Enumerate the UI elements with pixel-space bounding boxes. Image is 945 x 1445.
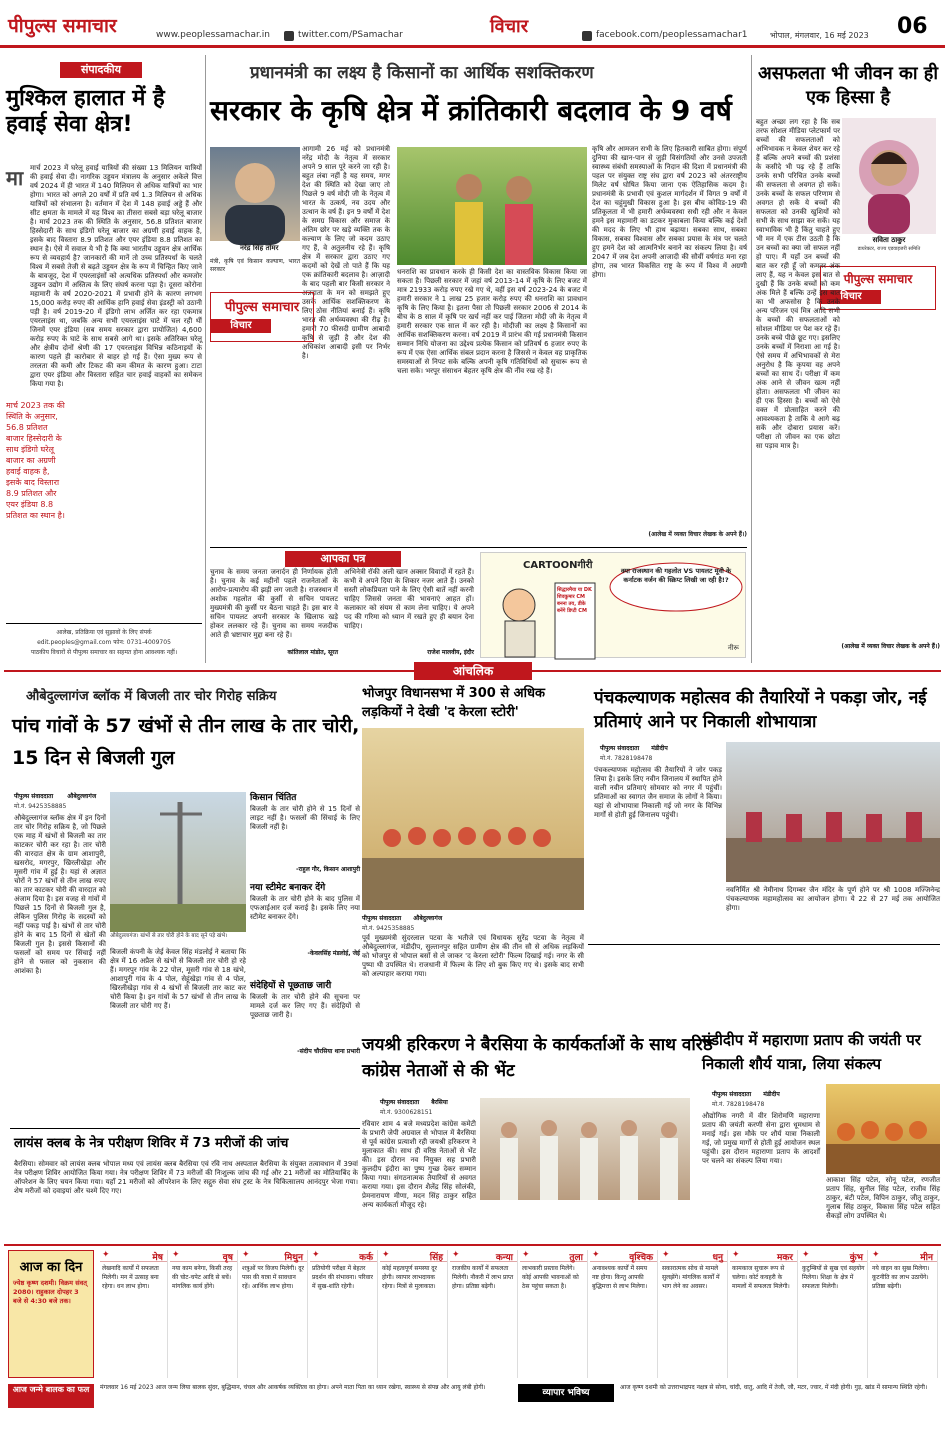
lead-col1: आगामी 26 मई को प्रधानमंत्री नरेंद्र मोदी के नेतृत्व में सरकार अपने 9 साल पूरे करने जा रही है। बहुत लंबा नहीं है यह समय, मगर देश की स्थिति को देखा जाए तो पिछले 9 वर्ष मोदी जी के नेतृत्व में भारत के उत्कर्ष, नव उदय और उत्थान के वर्ष हैं। इन 9 वर्षों में देश के समग्र विकास और समाज के अंतिम छोर पर खड़े व्यक्ति तक के कल्याण के लिए जो कदम उठाए गए हैं, वे अतुलनीय रहे हैं। कृषि क्षेत्र में सरकार द्वारा उठाए गए कदमों को देखें तो पाते हैं कि यह एक क्रांतिकारी बदलाव है। आज़ादी के बाद पहली बार किसी सरकार ने अन्नदाता के मन को समझते हुए उसके आर्थिक सशक्तिकरण के लिए ठोस नीतियां बनाई हैं। कृषि भारत की अर्थव्यवस्था की रीढ़ है। हमारी 70 फीसदी ग्रामीण आबादी कृषि से जुड़ी है और देश की अधिकांश आबादी इसी पर निर्भर है। xyxy=(302,145,390,360)
story1-rule xyxy=(10,1128,360,1129)
author-name: नरेंद्र सिंह तोमर xyxy=(240,244,279,252)
story5-body-cont xyxy=(480,1204,690,1240)
story4-rule xyxy=(588,944,940,945)
columnist-name: सविता ठाकुर xyxy=(872,236,906,244)
box2-author: -केवलसिंह मंडलोई, जेई xyxy=(307,950,360,957)
zodiac-sign-text: कामकाज सुचारू रूप से चलेगा। कोर्ट कचहरी के मामलों में सफलता मिलेगी। xyxy=(732,1265,790,1290)
zodiac-sign xyxy=(590,1250,658,1378)
story1-photo xyxy=(110,792,246,932)
masthead xyxy=(0,0,945,48)
editorial-footer-1: आलेख, प्रतिक्रिया एवं सुझावों के लिए संपर्क xyxy=(56,629,152,636)
story3-body: पूर्व मुख्यमंत्री सुंदरलाल पटवा के भतीजे एवं विधायक सुरेंद्र पटवा के नेतृत्व में औबेदुल्लागंज, मंडीदीप, सुल्तानपुर सहित ग्रामीण क्षेत्र की तीन सौ से अधिक लड़कियों को भोजपुर से भोपाल बसों से ले जाकर 'द केरला स्टोरी' फिल्म दिखाई गई। नगर के सी पुष्पा थी उपस्थित थे। राजधानी में फिल्म के लिए शो बुक किए गए थे। इसके बाद सभी को अल्पाहार कराया गया। xyxy=(362,934,584,978)
cartoon-panel xyxy=(480,552,746,658)
zodiac-sign-text: राजकीय कार्यों में सफलता मिलेगी। नौकरी में लाभ प्राप्त होगा। प्रतिष्ठा बढ़ेगी। xyxy=(452,1265,514,1290)
author-photo xyxy=(210,147,300,241)
story4-body: पंचकल्याणक महोत्सव की तैयारियों ने जोर पकड़ लिया है। इसके लिए नवीन जिनालय में स्थापित होने वाली नवीन प्रतिमाएं सोमवार को नगर में पहुंचीं। प्रतिमाओं का स्वागत जैन समाज के लोगों ने किया। यहां से शोभायात्रा निकाली गई जो नगर के विभिन्न मार्गों से होती हुई जिनालय पहुंची। xyxy=(594,766,722,819)
masthead-site[interactable]: www.peoplessamachar.in xyxy=(156,30,270,40)
zodiac-sign xyxy=(100,1250,168,1378)
story1-byline-name: पीपुल्स संवाददाता xyxy=(14,793,54,800)
zodiac-sign xyxy=(660,1250,728,1378)
lead-kicker: प्रधानमंत्री का लक्ष्य है किसानों का आर्थिक सशक्तिकरण xyxy=(250,63,594,83)
story5-byline-name: पीपुल्स संवाददाता xyxy=(380,1099,420,1106)
born-text: मंगलवार 16 मई 2023 आज जन्म लिया बालक सुंदर, बुद्धिमान, चंचल और आकर्षक व्यक्तित्व का होगा। अपने माता पिता का ध्यान रखेगा, स्वास्थ्य से संपन्न और आयु लंबी होगी। xyxy=(100,1384,486,1391)
letters-title: आपका पत्र xyxy=(285,551,401,567)
box1-author: -राहुल गौर, किसान आशापुरी xyxy=(296,866,360,873)
sidebar-body: बहुत अच्छा लग रहा है कि सब तरफ सोशल मीडिया प्लेटफार्म पर बच्चों की सफलताओं को अभिभावक न केवल शेयर कर रहे हैं बल्कि अपने बच्चों की प्रशंसा के कसीदे भी पढ़ रहे हैं ताकि उनके सभी परिचित उनके बच्चों की सफलता से अवगत हो सकें। उनके बच्चों के सफल परिणाम से अवगत हो सकें ये बच्चों की सफलता को उनकी खुशियों को सभी के साथ साझा कर सकें। यह स्वाभाविक भी है किंतु चाहते हुए भी मन में एक टीस उठती है कि उन बच्चों का क्या जो सफल नहीं हो पाए। मैं यहाँ उन बच्चों की बात कर रही हूँ जो कमतर अंक लाए हैं, यह न केवल इस बात से दुखी हैं कि उनके बच्चों को कम अंक मिले हैं बल्कि उन्हें इस बात का भी अफसोस है कि उनके अन्य परिजन एवं मित्र आदि सभी के बच्चों की सफलताओं को सोशल मीडिया पर पेश कर रहे हैं। उनके बच्चे पीछे छूट गए। इसलिए उनके बच्चों में निराशा आ गई है। ऐसे समय में अभिभावकों से मेरा अनुरोध है कि कृपया वह अपने बच्चों का साथ दें। परीक्षा में कम अंक आने से जीवन खत्म नहीं होता। असफलता भी जीवन का ही एक हिस्सा है। बच्चों को ऐसे वक्त में प्रोत्साहित करने की आवश्यकता है ताकि वे आगे बढ़ सकें और दोबारा प्रयास करें। परीक्षा तो जीवन का एक छोटा सा पड़ाव मात्र है। xyxy=(756,118,840,450)
story4-body2: नवनिर्मित श्री नेमीनाथ दिगम्बर जैन मंदिर के पूर्ण होने पर श्री 1008 मज्जिनेन्द्र पंचकल्याणक महामहोत्सव का आयोजन होगा। ये 22 से 27 मई तक आयोजित होगा। xyxy=(726,886,940,912)
story4-headline: पंचकल्याणक महोत्सव की तैयारियों ने पकड़ा जोर, नई प्रतिमाएं आने पर निकाली शोभायात्रा xyxy=(594,688,927,732)
box3-author: -संदीप चौरसिया थाना प्रभारी xyxy=(297,1048,360,1055)
editorial-footer-3: पाठकीय विचारों से पीपुल्स समाचार का सहमत होना आवश्यक नहीं। xyxy=(30,649,178,656)
lead-col1-cont xyxy=(210,345,390,545)
editorial-headline: मुश्किल हालात में है हवाई सेवा क्षेत्र! xyxy=(6,86,165,137)
editorial-footer-2[interactable]: edit.peoples@gmail.com फोन: 0731-4009705 xyxy=(37,639,171,646)
story2-headline: लायंस क्लब के नेत्र परीक्षण शिविर में 73 मरीजों की जांच xyxy=(14,1136,289,1151)
zodiac-sign-text: नये वाहन का सुख मिलेगा। कूटनीति का लाभ उठायेंगे। प्रतिष्ठा बढ़ेगी। xyxy=(872,1265,930,1290)
lead-headline: सरकार के कृषि क्षेत्र में क्रांतिकारी बदलाव के 9 वर्ष xyxy=(210,94,732,127)
zodiac-sign xyxy=(520,1250,588,1378)
lead-col2: धनराशि का प्रावधान करके ही किसी देश का वास्तविक विकास किया जा सकता है। पिछली सरकार में जहां वर्ष 2013-14 में कृषि के लिए बजट में मात्र 21933 करोड़ रुपए रखे गए थे, वहीं इस वर्ष 2023-24 के बजट में हमारी सरकार ने 1 लाख 25 हजार करोड़ रुपए की धनराशि का प्रावधान कृषि के लिए किया है। इतना पैसा तो पिछली सरकार 2006 से 2014 के बीच के 8 साल में कृषि पर खर्च नहीं कर पाई जितना मोदी जी के नेतृत्व में हमारी सरकार एक साल में कर रही है। मोदीजी का लक्ष्य है किसानों का आर्थिक सशक्तिकरण करना। वर्ष 2019 में प्रारंभ की गई प्रधानमंत्री किसान सम्मान निधि योजना का उद्देश्य प्रत्येक किसान को प्रतिवर्ष 6 हजार रुपए के रूप में एक ऐसा आर्थिक संबल प्रदान करना है जिससे न केवल वह प्राकृतिक समस्याओं से निपट सके बल्कि अपनी कृषि गतिविधियों को सुचारू रूप से चला सके। भरपूर संसाधन बेहतर कृषि क्षेत्र की नींव रख रहे हैं। xyxy=(397,268,587,375)
zodiac-sign-text: लेखनादि कार्यों में सफलता मिलेगी। मन में उत्साह बना रहेगा। धन लाभ होगा। xyxy=(102,1265,159,1290)
story3-headline: भोजपुर विधानसभा में 300 से अधिक लड़कियों ने देखी 'द केरला स्टोरी' xyxy=(362,686,545,720)
story6-headline: मंडीदीप में महाराणा प्रताप की जयंती पर निकाली शौर्य यात्रा, लिया संकल्प xyxy=(702,1031,921,1073)
zodiac-symbol-icon: ✦ xyxy=(872,1250,880,1260)
story5-phone: मो.नं. 9300628151 xyxy=(380,1109,433,1116)
letter-2: अभिनेत्री रॉकी अली खान अक्सर विवादों में रहते हैं। कभी वे अपने दिया के शिकार नजर आते हैं। उनको सस्ती लोकप्रियता पाने के लिए ऐसी बातें नहीं करनी चाहिए जिससे जनता की भावनाएं आहत हों। कलाकार को संयम से काम लेना चाहिए। ये अपने पद की गरिमा को ध्यान में रखते हुए ही बयान देना चाहिए। xyxy=(344,568,474,630)
trade-title: व्यापार भविष्य xyxy=(518,1384,614,1402)
story2-body: बैरसिया। सोमवार को लायंस क्लब भोपाल मध्य एवं लायंस क्लब बैरसिया एवं रवि नाथ अस्पताल बैरसिया के संयुक्त तत्वावधान में 39वां नेत्र परीक्षण शिविर आयोजित किया गया। नेत्र परीक्षण शिविर में 73 मरीजों की निःशुल्क जांच की गई और 21 मरीजों का मोतियाबिंद के ऑपरेशन के लिए चयन किया गया। यहाँ 21 मरीजों को ऑपरेशन के लिए सद्गुरु सेवा संघ ट्रस्ट के नेत्र चिकित्सालय आनंदपुर भेजा गया। शेष मरीजों को दवाइयां और चश्मे दिए गए। xyxy=(14,1160,358,1195)
story4-byline-place: मंडीदीप xyxy=(651,745,668,752)
trade-text: आज कृष्ण दशमी को उत्तराभाद्रपद नक्षत्र से सोना, चांदी, धातु, आदि में तेजी, जौ, मटर, ज्वार, में मंदी होगी। गुड़, खांड में सामान्य स्थिति रहेगी। xyxy=(620,1384,928,1391)
stamp-logo: पीपुल्स समाचार xyxy=(224,300,300,315)
zodiac-sign-name: कर्क xyxy=(310,1250,377,1262)
aaj-box xyxy=(8,1250,94,1378)
box3-body: बिजली के तार चोरी होने की सूचना पर मामले दर्ज कर लिए गए हैं। संदेहियों से पूछताछ जारी है। xyxy=(250,993,360,1019)
zodiac-symbol-icon: ✦ xyxy=(172,1250,180,1260)
box1-title: किसान चिंतित xyxy=(250,793,297,803)
horoscope-rule xyxy=(4,1244,941,1246)
zodiac-symbol-icon: ✦ xyxy=(662,1250,670,1260)
zodiac-sign-text: शत्रुओं पर विजय मिलेगी। दूर पास की यात्रा में सावधान रहें। आर्थिक लाभ होगा। xyxy=(242,1265,304,1290)
story6-body: औद्योगिक नगरी में वीर शिरोमणि महाराणा प्रताप की जयंती करणी सेना द्वारा धूमधाम से मनाई गई। इस मौके पर शौर्य यात्रा निकाली गई, जो प्रमुख मार्गों से होती हुई आयोजन स्थल पहुंची। इस दौरान महाराणा प्रताप के आदर्शों पर चलने का संकल्प लिया गया। xyxy=(702,1112,820,1165)
sidebar-note: (आलेख में व्यक्त विचार लेखक के अपने हैं।) xyxy=(841,643,940,650)
zodiac-symbol-icon: ✦ xyxy=(452,1250,460,1260)
zodiac-sign-name: वृष xyxy=(170,1250,237,1262)
lead-stamp xyxy=(210,292,314,342)
story3-byline xyxy=(362,914,584,922)
zodiac-sign-text: कुटुम्बियों से सुख एवं सहयोग मिलेगा। शिक्षा के क्षेत्र में सफलता मिलेगी। xyxy=(802,1265,865,1290)
story1-caption: औबेदुल्लागंज। खंभों से तार चोरी होने के बाद सूने पड़े खंभे। xyxy=(110,933,228,939)
zodiac-sign xyxy=(450,1250,518,1378)
zodiac-symbol-icon: ✦ xyxy=(592,1250,600,1260)
lead-col3: कृषि और आमजन सभी के लिए हितकारी साबित होगा। संपूर्ण दुनिया की खान-पान से जुड़ी विसंगतियों और उनसे उपजती स्वास्थ्य संबंधी समस्याओं के निदान की दिशा में प्रधानमंत्री की पहल पर संयुक्त राष्ट्र संघ द्वारा वर्ष 2023 को अंतरराष्ट्रीय मिलेट वर्ष घोषित किया जाना एक ऐतिहासिक कदम है। प्रधानमंत्री के प्रभावी एवं कुशल मार्गदर्शन में विगत 9 वर्षों में देश का चहुंमुखी विकास हुआ है। इस बीच कोविड-19 की प्रतिकूलता में भी हमारी अर्थव्यवस्था सधी रही और न केवल हमने इस महामारी का डटकर मुकाबला किया बल्कि कई देशों की मदद के लिए भी हाथ बढ़ाया। सबका साथ, सबका विकास, सबका विश्वास और सबका प्रयास के मंत्र पर चलते हुए हमने देश को आत्मनिर्भर बनाने का संकल्प लिया है। वर्ष 2047 में जब देश अपनी आजादी की सौवीं वर्षगांठ मना रहा होगा, तब भारत विकसित राष्ट्र के रूप में विश्व में अग्रणी होगा। xyxy=(592,145,747,279)
box3-title: संदेहियों से पूछताछ जारी xyxy=(250,981,332,991)
farmer-photo xyxy=(397,147,587,265)
sidebar-stamp-logo: पीपुल्स समाचार xyxy=(843,272,913,286)
editorial-divider xyxy=(6,623,202,624)
zodiac-symbol-icon: ✦ xyxy=(522,1250,530,1260)
zodiac-sign xyxy=(870,1250,938,1378)
editorial-label: संपादकीय xyxy=(60,62,142,78)
cartoon-sign: सिद्धारमैया या DK शिवकुमार CM बनना तय, डीके बनेंगे डिप्टी CM xyxy=(557,587,592,614)
masthead-facebook[interactable]: facebook.com/peoplessamachar1 xyxy=(596,30,748,40)
cartoon-bubble: क्या राजस्थान की गहलोत VS पायलट मूवी के कर्नाटक वर्जन की स्क्रिप्ट लिखी जा रही है!? xyxy=(620,567,732,584)
story1-box2 xyxy=(250,880,360,970)
box1-body: बिजली के तार चोरी होने से 15 दिनों से लाइट नहीं है। फसलों की सिंचाई के लिए बिजली नहीं है। xyxy=(250,805,360,831)
cartoon-signature: नीरू xyxy=(727,644,739,652)
zodiac-symbol-icon: ✦ xyxy=(242,1250,250,1260)
story5-headline: जयश्री हरिकरण ने बैरसिया के कार्यकर्ताओं के साथ वरिष्ठ कांग्रेस नेताओं से की भेंट xyxy=(362,1035,713,1081)
story1-body: औबेदुल्लागंज ब्लॉक क्षेत्र में इन दिनों तार चोर गिरोह सक्रिय है, जो पिछले एक माह में खंभों से बिजली का तार काटकर चोरी कर रहा है। तार चोरी की वारदात क्षेत्र के ग्राम आशापुरी, खसरोद, मगरपुर, खिरलीखेड़ा और मूसरी गांव में हुई है। यहां से अज्ञात चोरों ने 57 खंभों से तीन लाख रुपए का तार काटकर चोरी की वारदात को अंजाम दिया है। इस वजह से गांवों में पिछले 15 दिनों से बिजली गुल है, लेकिन पुलिस गिरोह के सदस्यों को नहीं पकड़ पाई है। खंभों से तार चोरी होने के बाद 15 दिनों से खेतों की बिजली गुल है। इससे किसानों की फसलों को समय पर सिंचाई नहीं होने से फसल को नुकसान की आशंका है। xyxy=(14,814,106,975)
story5-body: रविवार शाम 4 बजे मध्यप्रदेश कांग्रेस कमेटी के प्रभारी जेपी अग्रवाल से भोपाल में बैरसिया से पूर्व कांग्रेस प्रत्याशी रही जयश्री हरिकरण ने मुलाकात की। साथ ही वरिष्ठ नेताओं से भेंट की। इस दौरान नव नियुक्त सह प्रभारी कुलदीप इंदौरा का पुष्प गुच्छ देकर सम्मान किया गया। संगठनात्मक तैयारियों से अवगत कराया गया। इस दौरान शैलेंद्र सिंह सोलंकी, प्रेमनारायण मीणा, मदन सिंह ठाकुर सहित अन्य कार्यकर्ता मौजूद रहे। xyxy=(362,1120,476,1209)
story1-headline: पांच गांवों के 57 खंभों से तीन लाख के तार चोरी, 15 दिन से बिजली गुल xyxy=(12,715,360,769)
zodiac-sign-name: कुंभ xyxy=(800,1250,867,1262)
story6-phone: मो.नं. 7828198478 xyxy=(712,1101,765,1108)
story5-byline-place: बैरसिया xyxy=(431,1099,448,1106)
letter-1-author: कांतिलाल मांडोत, सूरत xyxy=(287,649,338,656)
story4-byline xyxy=(600,744,720,752)
sidebar-body-cont xyxy=(756,312,940,612)
regional-label: आंचलिक xyxy=(414,662,532,680)
editorial-body: मार्च 2023 में घरेलू हवाई यात्रियों की संख्या 13 मिलियन यात्रियों की हवाई सेवा दी। नागरिक उड्डयन मंत्रालय के अनुसार अकेले वित्त वर्ष 2024 में ही भारत में 140 मिलियन से अधिक यात्रियों का भार होगा। भारत को अगले 20 वर्षों में प्रति वर्ष 1.3 मिलियन से अधिक यात्रियों को संभालना है। वर्तमान में देश में 148 हवाई अड्डे हैं और सीट क्षमता के मामले में यह विश्व का तीसरा सबसे बड़ा घरेलू बाजार है। मार्च 2023 तक की स्थिति के अनुसार, 56.8 प्रतिशत बाजार हिस्सेदारी के साथ इंडिगो घरेलू बाजार का अग्रणी हवाई वाहक है, इसके बाद विस्तारा 8.9 प्रतिशत और एयर इंडिया 8.8 प्रतिशत का स्थान है। ऐसे में सवाल ये भी है कि क्या भारतीय उड्डयन क्षेत्र आर्थिक रूप से व्यवहार्य है? जानकारों की मानें तो उच्च प्रतिस्पर्धा के चलते विश्व में सबसे तेजी से बढ़ते उड्डयन क्षेत्र के रूप में चिन्हित किए जाने के बावजूद, देश में एयरलाइंसों को अत्यधिक प्रतिस्पर्धा और कमजोर उड्डयन उद्योग में अस्तित्व के लिए संघर्ष करना पड़ा है। दूसरा कोरोना महामारी के वर्ष 2020-2021 में प्रभावी होने के कारण लगभग 15,000 करोड़ रुपए की आर्थिक हानि हवाई सेवा इंडस्ट्री को उठानी पड़ी है। वर्ष 2019-20 में इंडिगो लाभ अर्जित कर रहा एकमात्र एयरलाइंस था, जबकि अन्य सभी एयरलाइंस घाटे में चल रही थीं जिनमें एयर इंडिया (सब समय सरकार द्वारा प्रायोजित) 4,600 करोड़ रुपए के घाटे के साथ सबसे आगे था। इसके अतिरिक्त घरेलू और क्षेत्रीय दोनों श्रेणी की 17 एयरलाइंस विभिन्न कठिनाइयों के कारण पहले ही कारोबार से बाहर हो गई हैं। ऐसा मुख्य रूप से तरलता की कमी और टिकट की कम कीमत के कारण हुआ। टाटा द्वारा एयर इंडिया और विस्तारा सहित चार हवाई वाहकों का समेकन किया गया है। xyxy=(30,164,202,388)
born-title: आज जन्मे बालक का फल xyxy=(8,1384,94,1408)
sidebar-stamp-label: विचार xyxy=(821,290,881,304)
aaj-text: ज्येष्ठ कृष्ण दशमी। विक्रम संवत् 2080। राहुकाल दोपहर 3 बजे से 4:30 बजे तक। xyxy=(13,1279,87,1305)
zodiac-sign-name: कन्या xyxy=(450,1250,517,1262)
sidebar-headline: असफलता भी जीवन का ही एक हिस्सा है xyxy=(757,63,939,108)
page-number: 06 xyxy=(897,14,928,39)
zodiac-sign-name: वृश्चिक xyxy=(590,1250,657,1262)
box2-title: नया स्टीमेट बनाकर देंगे xyxy=(250,883,326,893)
sidebar-rule xyxy=(751,55,752,663)
section-label: विचार xyxy=(489,16,529,37)
column-rule xyxy=(205,55,206,663)
story4-byline-name: पीपुल्स संवाददाता xyxy=(600,745,640,752)
story1-body2: बिजली कंपनी के जेई केवल सिंह मंडलोई ने बताया कि क्षेत्र में 16 अप्रैल से खंभों से बिजली तार चोरी हो रहे हैं। मगरपुर गांव के 22 पोल, मूसरी गांव से 18 खंभे, आशापुरी गांव के 4 पोल, सेहूंखेड़ा गांव से 4 पोल, खिरलीखेड़ा गांव से 4 खंभों से बिजली तार काट कर चोरी किया है। इन गांवों के 57 खंभों से तीन लाख के बिजली तार चोरी गए हैं। xyxy=(110,948,246,1010)
zodiac-sign-name: धनु xyxy=(660,1250,727,1262)
story3-byline-name: पीपुल्स संवाददाता xyxy=(362,915,402,922)
zodiac-sign-name: तुला xyxy=(520,1250,587,1262)
story6-byline-place: मंडीदीप xyxy=(763,1091,780,1098)
cartoon-title: CARTOONगीरी xyxy=(523,560,593,571)
lead-rule xyxy=(210,547,747,548)
columnist-photo xyxy=(842,118,936,234)
story1-box3 xyxy=(250,978,360,1088)
story1-byline-place: औबेदुल्लागंज xyxy=(67,793,97,800)
dropcap: मा xyxy=(6,166,24,190)
zodiac-symbol-icon: ✦ xyxy=(802,1250,810,1260)
story4-phone: मो.नं. 7828198478 xyxy=(600,755,653,762)
zodiac-sign-text: कोई महत्वपूर्ण समस्या दूर होगी। व्यापार लाभदायक रहेगा। मित्रों से मुलाकात। xyxy=(382,1265,437,1290)
zodiac-sign xyxy=(170,1250,238,1378)
story6-byline-name: पीपुल्स संवाददाता xyxy=(712,1091,752,1098)
columnist-title: डायरेक्टर, राज्य एडवाइजरी समिति xyxy=(857,246,921,252)
zodiac-sign-name: मीन xyxy=(870,1250,937,1262)
zodiac-sign-text: अनावश्यक कार्यों में समय नष्ट होगा। किन्तु आपकी बुद्धिमत्ता से लाभ मिलेगा। xyxy=(592,1265,648,1290)
masthead-date: भोपाल, मंगलवार, 16 मई 2023 xyxy=(770,31,869,40)
zodiac-symbol-icon: ✦ xyxy=(312,1250,320,1260)
story6-photo xyxy=(826,1084,940,1174)
editorial-pullquote: मार्च 2023 तक की स्थिति के अनुसार, 56.8 प्रतिशत बाजार हिस्सेदारी के साथ इंडिगो घरेलू बाजार का अग्रणी हवाई वाहक है, इसके बाद विस्तारा 8.9 प्रतिशत और एयर इंडिया 8.8 प्रतिशत का स्थान है। xyxy=(6,401,65,520)
story4-photo xyxy=(726,742,940,882)
zodiac-sign xyxy=(800,1250,868,1378)
zodiac-sign-name: मिथुन xyxy=(240,1250,307,1262)
aaj-title: आज का दिन xyxy=(19,1260,83,1275)
story1-phone: मो.नं. 9425358885 xyxy=(14,803,67,810)
zodiac-sign-text: सकारात्मक सोच से मामले सुलझेंगे। मांगलिक कार्यों में भाग लेने का अवसर। xyxy=(662,1265,720,1290)
box2-body: बिजली के तार चोरी होने के बाद पुलिस में एफआईआर दर्ज कराई है। इसके लिए नया स्टीमेट बनाकर देंगे। xyxy=(250,895,360,921)
zodiac-sign-text: प्रतियोगी परीक्षा में बेहतर प्रदर्शन की संभावना। परिवार में सुख-शांति रहेगी। xyxy=(312,1265,373,1290)
letter-1: चुनाव के समय जनता जनार्दन ही निर्णायक होती है। चुनाव के कई महीनों पहले राजनेताओं के आरोप-प्रत्यारोप की झड़ी लग जाती है। राजस्थान में अशोक गहलोत की कुर्सी से सचिन पायलट मुख्यमंत्री की कुर्सी पर बैठना चाहते हैं। इस बार वे सचिन पायलट अपनी सरकार के खिलाफ खड़े होकर ललकार रहे हैं। चुनाव का समय नजदीक आते ही भ्रष्टाचार मुद्दा बना रहे हैं। xyxy=(210,568,338,639)
story3-photo xyxy=(362,728,584,910)
zodiac-sign-text: लाभकारी प्रस्ताव मिलेंगे। कोई आपकी भावनाओं को ठेस पहुंचा सकता है। xyxy=(522,1265,579,1290)
masthead-logo: पीपुल्स समाचार xyxy=(8,15,117,37)
zodiac-sign-name: मकर xyxy=(730,1250,797,1262)
zodiac-sign-name: सिंह xyxy=(380,1250,447,1262)
masthead-twitter[interactable]: twitter.com/PSamachar xyxy=(298,30,403,40)
story6-body2: आकाश सिंह पटेल, सोनू पटेल, रणजीत प्रताप सिंह, सुनील सिंह पटेल, राजीव सिंह ठाकुर, बंटी पटेल, विपिन ठाकुर, जीतू ठाकुर, गुलाब सिंह ठाकुर, विकास सिंह पटेल सहित सैकड़ों लोग उपस्थित थे। xyxy=(826,1176,940,1220)
author-title: मंत्री, कृषि एवं किसान कल्याण, भारत सरकार xyxy=(210,258,300,273)
zodiac-sign-name: मेष xyxy=(100,1250,167,1262)
story1-kicker: औबेदुल्लागंज ब्लॉक में बिजली तार चोर गिरोह सक्रिय xyxy=(26,689,277,704)
zodiac-symbol-icon: ✦ xyxy=(102,1250,110,1260)
facebook-icon[interactable] xyxy=(582,31,592,41)
story3-phone: मो.नं. 9425358885 xyxy=(362,925,415,932)
zodiac-sign xyxy=(310,1250,378,1378)
story3-byline-place: औबेदुल्लागंज xyxy=(413,915,443,922)
zodiac-symbol-icon: ✦ xyxy=(382,1250,390,1260)
editorial-body-cont xyxy=(70,574,202,610)
lead-note: (आलेख में व्यक्त विचार लेखक के अपने हैं।) xyxy=(648,531,747,538)
story5-photo xyxy=(480,1098,690,1200)
stamp-label: विचार xyxy=(211,319,271,333)
zodiac-sign xyxy=(730,1250,798,1378)
zodiac-symbol-icon: ✦ xyxy=(732,1250,740,1260)
story6-byline xyxy=(712,1090,832,1098)
zodiac-sign xyxy=(240,1250,308,1378)
zodiac-sign-text: नया काम बनेगा, किसी तरह की चोट-चपेट आदि से बचें। मांगलिक कार्य होंगे। xyxy=(172,1265,233,1290)
twitter-icon[interactable] xyxy=(284,31,294,41)
letter-2-author: राजेश मालवीय, इंदौर xyxy=(427,649,474,656)
zodiac-sign xyxy=(380,1250,448,1378)
